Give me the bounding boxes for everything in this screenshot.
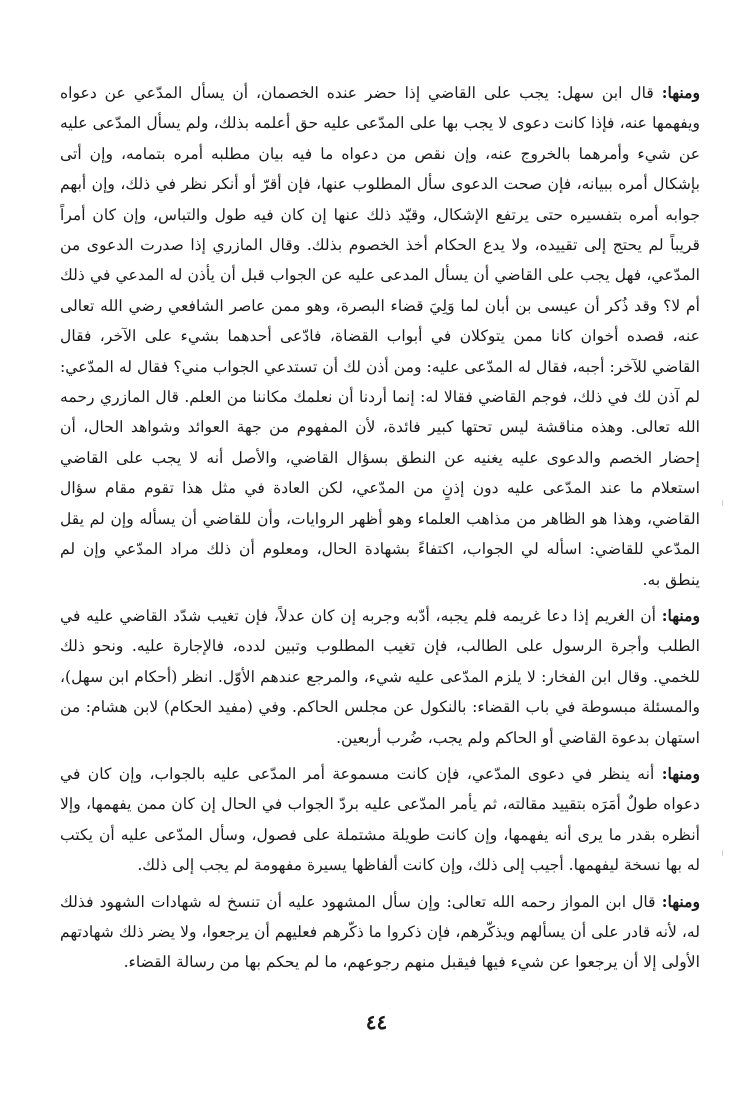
paragraph-text: أنه ينظر في دعوى المدّعي، فإن كانت مسموعة أمر المدّعى عليه بالجواب، وإن كان في دعواه طولٌ أمَرَه بتقييد مقالته، ثم يأمر المدّعى عليه بردّ الجواب في الحال إن كان ممن يفهمها، وإلا أنظره بقدر ما يرى أنه يفهمها، وإن كانت طويلة مشتملة على فصول، وسأل المدّعى عليه أن يكتب له بها نسخة ليفهمها. أجيب إلى ذلك، وإن كانت ألفاظها يسيرة مفهومة لم يجب إلى ذلك.: [60, 764, 700, 875]
paragraph-4: [60, 887, 700, 978]
paragraph-text: أن الغريم إذا دعا غريمه فلم يجبه، أدّبه وجربه إن كان عدلاً، فإن تغيب شدّد القاضي عليه في الطلب وأجرة الرسول على الطالب، فإن تغيب المطلوب وتبين لدده، فالإجارة عليه. ونحو ذلك للخمي. وقال ابن الفخار: لا يلزم المدّعى عليه شيء، والمرجع عندهم الأوّل. انظر (أحكام ابن سهل)، والمسئلة مبسوطة في باب القضاء: بالنكول عن مجلس الحاكم. وفي (مفيد الحكام) لابن هشام: من استهان بدعوة القاضي أو الحاكم ولم يجب، ضُرب أربعين.: [60, 606, 700, 747]
paragraph-text: قال ابن المواز رحمه الله تعالى: وإن سأل المشهود عليه أن تنسخ له شهادات الشهود فذلك له، لأنه قادر على أن يسألهم ويذكّرهم، فإن ذكروا ما ذكّرهم فعليهم أن يرجعوا، ولا يضر ذلك شهادتهم الأولى إلا أن يرجعوا عن شيء فيها فيقبل منهم رجوعهم، ما لم يحكم بها من رسالة القضاء.: [60, 892, 700, 972]
paragraph-lead: ومنها:: [661, 763, 700, 783]
margin-tick-top: [722, 500, 723, 506]
paragraph-lead: ومنها:: [661, 83, 700, 102]
paragraph-2: [60, 601, 700, 753]
paragraph-lead: ومنها:: [661, 605, 700, 625]
page-body: [60, 78, 700, 978]
margin-tick-bottom: [722, 850, 723, 856]
paragraph-3: [60, 759, 700, 881]
paragraph-lead: ومنها:: [661, 891, 700, 911]
paragraph-1: [60, 78, 700, 595]
page-number: ٤٤: [365, 1010, 388, 1034]
paragraph-text: قال ابن سهل: يجب على القاضي إذا حضر عنده الخصمان، أن يسأل المدّعي عن دعواه ويفهمها عنه، فإذا كانت دعوى لا يجب بها على المدّعى عليه حق أعلمه بذلك، ولم يسأل المدّعى عليه عن شيء وأمرهما بالخروج عنه، وإن نقص من دعواه ما فيه بيان مطلبه أمره بتمامه، وإن أتى بإشكال أمره ببيانه، فإن صحت الدعوى سأل المطلوب عنها، فإن أقرّ أو أنكر نظر في ذلك، وإن أبهم جوابه أمره بتفسيره حتى يرتفع الإشكال، وقيّد ذلك عنها إن كان فيه طول والتباس، وإن كان أمراً قريباً لم يحتج إلى تقييده، ولا يدع الحكام أخذ الخصوم بذلك. وقال المازري إذا صدرت الدعوى من المدّعي، فهل يجب على القاضي أن يسأل المدعى عليه عن الجواب قبل أن يأذن له المدعي في ذلك أم لا؟ وقد ذُكر أن عيسى بن أبان لما وَلِيَ قضاء البصرة، وهو ممن عاصر الشافعي رضي الله تعالى عنه، قصده أخوان كانا ممن يتوكلان في أبواب القضاة، فادّعى أحدهما بشيء على الآخر، فقال القاضي للآخر: أجبه، فقال له المدّعى عليه: ومن أذن لك أن تستدعي الجواب مني؟ فقال له المدّعي: لم آذن لك في ذلك، فوجم القاضي فقالا له: إنما أردنا أن نعلمك مكاننا من العلم. قال المازري رحمه الله تعالى. وهذه مناقشة ليس تحتها كبير فائدة، لأن المفهوم من جهة العوائد وشواهد الحال، أن إحضار الخصم والدعوى عليه يغنيه عن النطق بسؤال القاضي، والأصل أنه لا يجب على القاضي استعلام ما عند المدّعى عليه دون إذنٍ من المدّعي، لكن العادة في مثل هذا تقوم مقام سؤال القاضي، وهذا هو الظاهر من مذاهب العلماء وهو أظهر الروايات، وأن للقاضي أن يسأله وإن لم يقل المدّعي للقاضي: اسأله لي الجواب، اكتفاءً بشهادة الحال، ومعلوم أن ذلك مراد المدّعي وإن لم ينطق به.: [60, 84, 700, 589]
